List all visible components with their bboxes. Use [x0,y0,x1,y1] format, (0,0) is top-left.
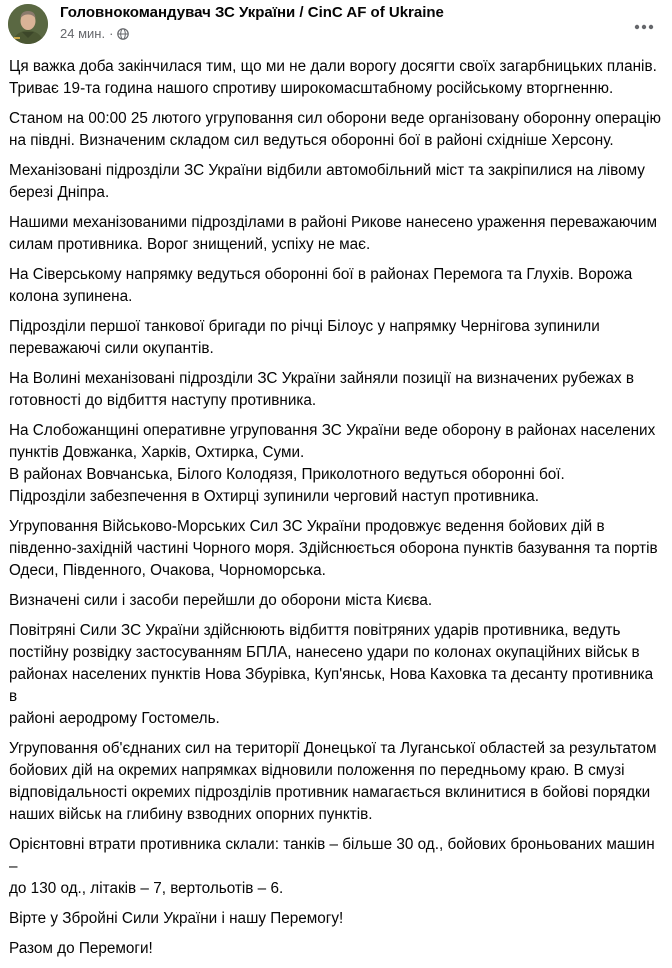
post-paragraph: На Слобожанщині оперативне угруповання ЗС України веде оборону в районах населених пунктів Довжанка, Харків, Охтирка, Суми. В районах Вовчанська, Білого Колодязя, Приколотного ведуться оборонні бої. Підрозділи забезпечення в Охтирці зупинили черговий наступ противника. [9,422,656,505]
post-author-name[interactable]: Головнокомандувач ЗС України / CinC AF of Ukraine [60,4,444,21]
post-paragraph: Орієнтовні втрати противника склали: танків – більше 30 од., бойових броньованих машин – до 130 од., літаків – 7, вертольотів – 6. [9,836,655,897]
post-paragraph: Механізовані підрозділи ЗС України відбили автомобільний міст та закріпилися на лівому березі Дніпра. [9,162,645,201]
post-body [9,56,661,968]
post-header [0,0,672,50]
post-paragraph: Підрозділи першої танкової бригади по річці Білоус у напрямку Чернігова зупинили переважаючі сили окупантів. [9,318,600,357]
post-paragraph: Угруповання об'єднаних сил на території Донецької та Луганської областей за результатом бойових дій на окремих напрямках відновили положення по передньому краю. В смузі відповідальності окремих підрозділів противник намагається вклинитися в бойові порядки наших військ на глибину взводних опорних пунктів. [9,740,657,823]
post-paragraph: Угруповання Військово-Морських Сил ЗС України продовжує ведення бойових дій в південно-західній частині Чорного моря. Здійснюється оборона пунктів базування та портів Одеси, Південного, Очакова, Чорноморська. [9,518,658,579]
post-paragraph: Повітряні Сили ЗС України здійснюють відбиття повітряних ударів противника, ведуть постійну розвідку застосуванням БПЛА, нанесено удари по колонах окупаційних військ в районах населених пунктів Нова Збурівка, Куп'янськ, Нова Каховка та десанту противника в районі аеродрому Гостомель. [9,622,654,727]
post-paragraph: На Сіверському напрямку ведуться оборонні бої в районах Перемога та Глухів. Ворожа колона зупинена. [9,266,633,305]
meta-separator: · [109,26,114,41]
globe-icon[interactable] [117,28,129,40]
post-paragraph: Вірте у Збройні Сили України і нашу Перемогу! [9,910,344,927]
post-paragraph: На Волині механізовані підрозділи ЗС України зайняли позиції на визначених рубежах в готовності до відбиття наступу противника. [9,370,635,409]
more-horizontal-icon [634,17,654,35]
post-paragraph: Визначені сили і засоби перейшли до оборони міста Києва. [9,592,433,609]
post-paragraph: Ця важка доба закінчилася тим, що ми не дали ворогу досягти своїх загарбницьких планів. Триває 19-та година нашого спротиву широкомасштабному російському вторгненню. [9,58,657,97]
post-paragraph: Нашими механізованими підрозділами в районі Рикове нанесено ураження переважаючим силам противника. Ворог знищений, успіху не має. [9,214,657,253]
avatar[interactable] [8,4,48,44]
post-paragraph: Разом до Перемоги! [9,940,153,957]
post-meta [60,26,129,41]
post-paragraph: Станом на 00:00 25 лютого угруповання сил оборони веде організовану оборонну операцію на півдні. Визначеним складом сил ведуться оборонні бої в районі східніше Херсону. [9,110,661,149]
post-timestamp[interactable]: 24 мин. [60,26,106,41]
more-options-button[interactable] [626,8,662,44]
